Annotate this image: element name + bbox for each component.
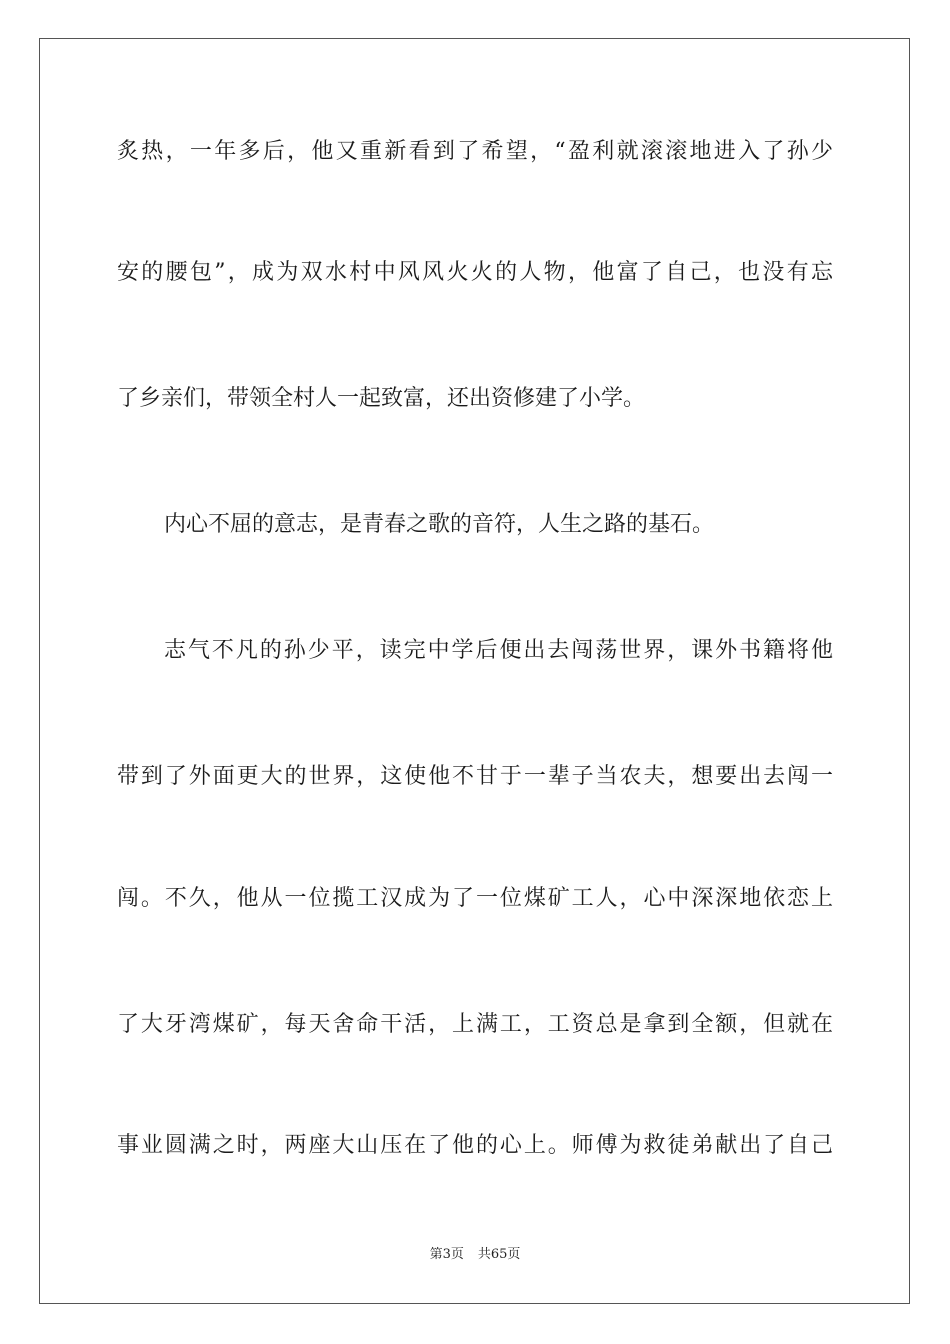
text-line-2: 安的腰包”，成为双水村中风风火火的人物，他富了自己，也没有忘 xyxy=(117,260,833,285)
text-line-3: 了乡亲们，带领全村人一起致富，还出资修建了小学。 xyxy=(117,386,646,411)
page-number: 第3页 xyxy=(429,1247,464,1262)
page-footer xyxy=(0,1246,950,1264)
paragraph-start-line-5: 志气不凡的孙少平，读完中学后便出去闯荡世界，课外书籍将他 xyxy=(164,638,833,663)
text-line-9: 事业圆满之时，两座大山压在了他的心上。师傅为救徒弟献出了自己 xyxy=(117,1133,833,1158)
text-line-7: 闯。不久，他从一位揽工汉成为了一位煤矿工人，心中深深地依恋上 xyxy=(117,886,833,911)
text-line-6: 带到了外面更大的世界，这使他不甘于一辈子当农夫，想要出去闯一 xyxy=(117,764,833,789)
page-border xyxy=(39,38,910,1304)
page-total: 共65页 xyxy=(477,1247,521,1262)
paragraph-start-line-4: 内心不屈的意志，是青春之歌的音符，人生之路的基石。 xyxy=(164,512,715,537)
text-line-1: 炙热，一年多后，他又重新看到了希望，“盈利就滚滚地进入了孙少 xyxy=(117,139,833,164)
text-line-8: 了大牙湾煤矿，每天舍命干活，上满工，工资总是拿到全额，但就在 xyxy=(117,1012,833,1037)
